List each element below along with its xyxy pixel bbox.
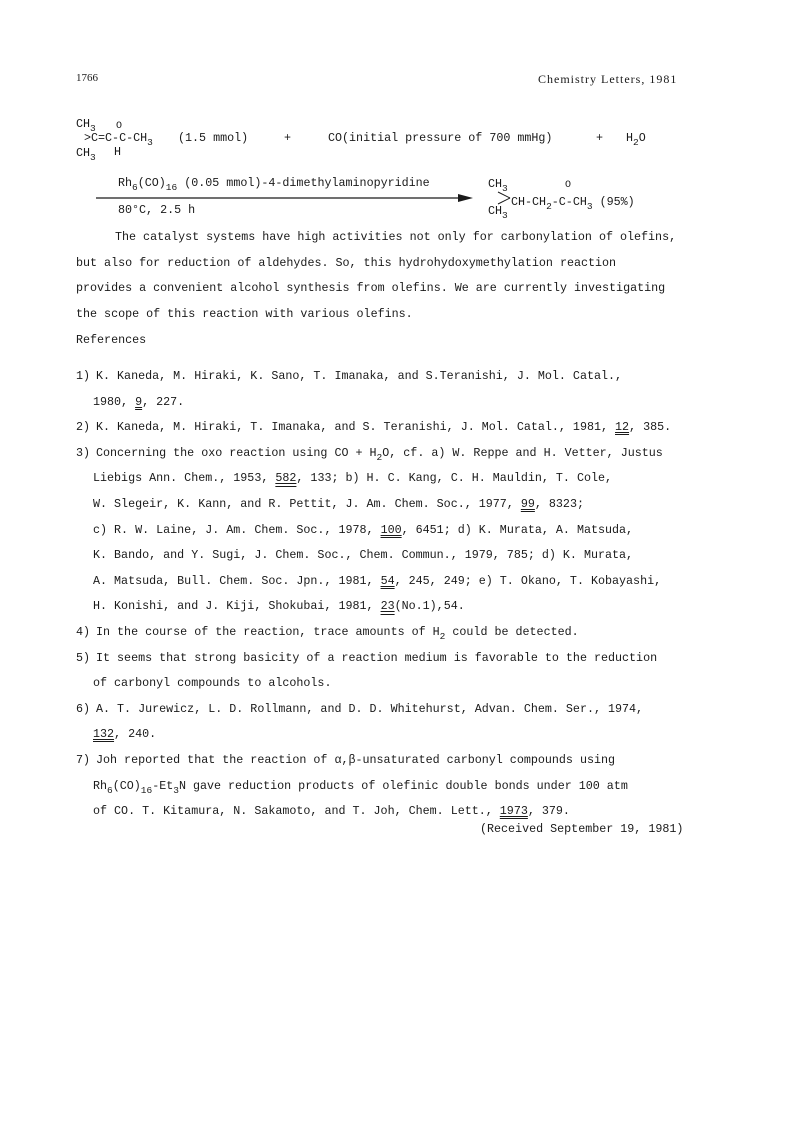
- journal-running-head: Chemistry Letters, 1981: [538, 72, 678, 86]
- references-heading: References: [76, 333, 147, 347]
- received-date: (Received September 19, 1981): [480, 822, 684, 836]
- references-list: [76, 364, 736, 825]
- plus-sign: +: [284, 131, 292, 145]
- body-paragraph: The catalyst systems have high activities not only for carbonylation of olefins, but also for reduction of aldehydes. So, this hydrohydoxymethylation reaction provides a convenient alcohol synthesis from olefins. We are currently investigating the scope of this reaction with various olefins.: [76, 230, 677, 321]
- carbonyl-oxygen: O: [116, 121, 123, 132]
- plus-sign: +: [596, 131, 604, 145]
- catalyst-label: $Rh_6(CO)_{16}$ (0.05 mmol)-4-dimethylaminopyridine: [118, 176, 430, 193]
- reference-item: 4) In the course of the reaction, trace amounts of $H_2$ could be detected.: [76, 624, 579, 642]
- reference-item: 7) Joh reported that the reaction of α,β-unsaturated carbonyl compounds using $Rh_6(CO)_{16}-Et_3N$ gave reduction products of olefinic double bonds under 100 atm of CO. T. Kitamura, N. Sakamoto, and T. Joh, Chem. Lett., 1973, 379.: [76, 752, 628, 819]
- reaction-arrow-icon: [96, 193, 474, 203]
- reactant-amount: (1.5 mmol): [178, 131, 249, 145]
- carbonyl-oxygen: O: [565, 180, 572, 191]
- page-number: 1766: [76, 72, 98, 84]
- reaction-conditions: 80°C, 2.5 h: [118, 203, 196, 217]
- reference-item: 1) K. Kaneda, M. Hiraki, K. Sano, T. Imanaka, and S.Teranishi, J. Mol. Catal., 1980, 9, 227.: [76, 369, 623, 409]
- reference-item: 2) K. Kaneda, M. Hiraki, T. Imanaka, and S. Teranishi, J. Mol. Catal., 1981, 12, 385.: [76, 420, 672, 435]
- co-reagent: CO(initial pressure of 700 mmHg): [328, 131, 553, 145]
- reference-item: 6) A. T. Jurewicz, L. D. Rollmann, and D. D. Whitehurst, Advan. Chem. Ser., 1974, 132, 240.: [76, 701, 644, 742]
- reference-item: 5) It seems that strong basicity of a reaction medium is favorable to the reduction of carbonyl compounds to alcohols.: [76, 650, 658, 691]
- reference-item: 3) Concerning the oxo reaction using CO + $H_2O$, cf. a) W. Reppe and H. Vetter, Justus Liebigs Ann. Chem., 1953, 582, 133; b) H. C. Kang, C. H. Mauldin, T. Cole, W. Slegeir, K. Kann, and R. Pettit, J. Am. Chem. Soc., 1977, 99, 8323; c) R. W. Laine, J. Am. Chem. Soc., 1978, 100, 6451; d) K. Murata, A. Matsuda, K. Bando, and Y. Sugi, J. Chem. Soc., Chem. Commun., 1979, 785; d) K. Murata, A. Matsuda, Bull. Chem. Soc. Jpn., 1981, 54, 245, 249; e) T. Okano, T. Kobayashi, H. Konishi, and J. Kiji, Shokubai, 1981, 23(No.1),54.: [76, 445, 663, 614]
- water-reagent: $H_2O$: [626, 131, 646, 148]
